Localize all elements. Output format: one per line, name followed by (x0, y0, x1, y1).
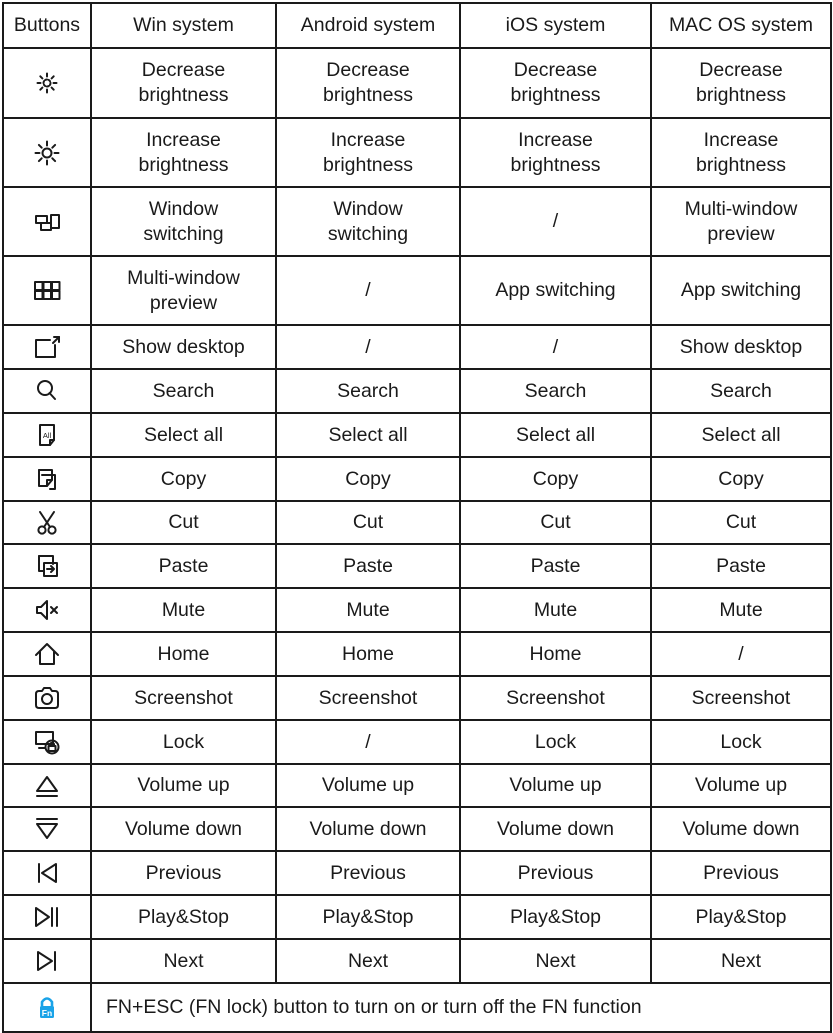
function-cell: Next (91, 939, 276, 983)
function-cell: Select all (91, 413, 276, 457)
brightness-up-icon (4, 139, 90, 167)
table-row (3, 457, 831, 501)
function-cell: Screenshot (460, 676, 651, 720)
function-cell: Search (651, 369, 831, 413)
function-cell: App switching (651, 256, 831, 325)
key-icon-cell (3, 720, 91, 764)
function-cell: Mute (651, 588, 831, 632)
function-cell: Select all (276, 413, 460, 457)
column-header: iOS system (460, 3, 651, 48)
function-cell: Decrease brightness (91, 48, 276, 118)
function-cell: Volume up (91, 764, 276, 807)
function-cell: Volume up (276, 764, 460, 807)
key-icon-cell (3, 632, 91, 676)
function-cell: Volume down (460, 807, 651, 851)
svg-text:All: All (42, 431, 52, 440)
table-row (3, 676, 831, 720)
function-cell: Increase brightness (460, 118, 651, 187)
function-cell: Lock (460, 720, 651, 764)
key-icon-cell (3, 187, 91, 256)
key-icon-cell (3, 118, 91, 187)
function-cell: Lock (651, 720, 831, 764)
column-header: Buttons (3, 3, 91, 48)
function-cell: Increase brightness (651, 118, 831, 187)
function-cell: Decrease brightness (651, 48, 831, 118)
function-cell: Copy (460, 457, 651, 501)
function-cell: Copy (91, 457, 276, 501)
function-cell: Play&Stop (460, 895, 651, 939)
mute-icon (4, 596, 90, 624)
function-cell: Copy (276, 457, 460, 501)
function-cell: / (460, 325, 651, 369)
camera-icon (4, 684, 90, 712)
show-desktop-icon (4, 333, 90, 361)
table-row (3, 325, 831, 369)
lock-screen-icon (4, 728, 90, 756)
key-icon-cell (3, 939, 91, 983)
fn-lock-row (3, 983, 831, 1032)
function-cell: Home (91, 632, 276, 676)
play-pause-icon (4, 903, 90, 931)
previous-track-icon (4, 859, 90, 887)
key-icon-cell (3, 48, 91, 118)
function-cell: Previous (91, 851, 276, 895)
function-cell: Next (651, 939, 831, 983)
function-cell: Show desktop (91, 325, 276, 369)
function-cell: Volume up (651, 764, 831, 807)
table-row (3, 118, 831, 187)
volume-up-icon (4, 772, 90, 800)
function-cell: Paste (276, 544, 460, 588)
window-switch-icon (4, 208, 90, 236)
key-icon-cell (3, 895, 91, 939)
header-row (3, 3, 831, 48)
function-cell: Copy (651, 457, 831, 501)
function-cell: Play&Stop (91, 895, 276, 939)
function-cell: Mute (276, 588, 460, 632)
table-row (3, 720, 831, 764)
volume-down-icon (4, 815, 90, 843)
function-cell: Screenshot (276, 676, 460, 720)
function-cell: Volume down (276, 807, 460, 851)
function-cell: Increase brightness (91, 118, 276, 187)
function-cell: Home (460, 632, 651, 676)
function-cell: Previous (460, 851, 651, 895)
function-cell: Next (460, 939, 651, 983)
key-icon-cell (3, 544, 91, 588)
key-icon-cell (3, 851, 91, 895)
table-row (3, 413, 831, 457)
function-cell: Cut (651, 501, 831, 544)
table-row (3, 632, 831, 676)
function-cell: Multi-window preview (91, 256, 276, 325)
table-row (3, 895, 831, 939)
key-icon-cell (3, 588, 91, 632)
brightness-down-icon (4, 69, 90, 97)
function-cell: Cut (460, 501, 651, 544)
function-cell: Play&Stop (276, 895, 460, 939)
svg-text:Fn: Fn (41, 1007, 53, 1018)
function-cell: / (276, 720, 460, 764)
function-cell: Paste (460, 544, 651, 588)
select-all-icon (4, 421, 90, 449)
fn-lock-note: FN+ESC (FN lock) button to turn on or turn off the FN function (91, 983, 831, 1032)
function-cell: Decrease brightness (276, 48, 460, 118)
function-cell: Select all (651, 413, 831, 457)
function-cell: Increase brightness (276, 118, 460, 187)
function-cell: Window switching (276, 187, 460, 256)
function-cell: / (651, 632, 831, 676)
table-row (3, 807, 831, 851)
key-icon-cell (3, 807, 91, 851)
column-header: Win system (91, 3, 276, 48)
scissors-icon (4, 509, 90, 537)
key-icon-cell (3, 413, 91, 457)
function-cell: Play&Stop (651, 895, 831, 939)
function-cell: Previous (276, 851, 460, 895)
function-cell: Volume up (460, 764, 651, 807)
key-icon-cell (3, 325, 91, 369)
function-cell: Mute (91, 588, 276, 632)
key-icon-cell (3, 676, 91, 720)
function-cell: / (276, 256, 460, 325)
column-header: Android system (276, 3, 460, 48)
function-cell: Cut (276, 501, 460, 544)
table-row (3, 187, 831, 256)
function-cell: Paste (651, 544, 831, 588)
function-cell: App switching (460, 256, 651, 325)
key-icon-cell (3, 983, 91, 1032)
multi-window-grid-icon (4, 277, 90, 305)
search-icon (4, 377, 90, 405)
key-icon-cell (3, 764, 91, 807)
table-row (3, 851, 831, 895)
function-cell: Volume down (91, 807, 276, 851)
function-cell: Lock (91, 720, 276, 764)
function-cell: Multi-window preview (651, 187, 831, 256)
table-row (3, 764, 831, 807)
function-cell: Paste (91, 544, 276, 588)
function-cell: Show desktop (651, 325, 831, 369)
function-cell: Decrease brightness (460, 48, 651, 118)
function-cell: Home (276, 632, 460, 676)
fn-lock-icon (4, 994, 90, 1022)
function-cell: Cut (91, 501, 276, 544)
table-row (3, 939, 831, 983)
home-icon (4, 640, 90, 668)
table-row (3, 588, 831, 632)
function-cell: Volume down (651, 807, 831, 851)
function-cell: Window switching (91, 187, 276, 256)
function-cell: / (276, 325, 460, 369)
table-row (3, 369, 831, 413)
function-cell: Screenshot (651, 676, 831, 720)
copy-icon (4, 465, 90, 493)
function-cell: / (460, 187, 651, 256)
key-icon-cell (3, 501, 91, 544)
table-row (3, 501, 831, 544)
key-icon-cell (3, 256, 91, 325)
key-icon-cell (3, 369, 91, 413)
table-row (3, 544, 831, 588)
function-cell: Select all (460, 413, 651, 457)
function-cell: Search (460, 369, 651, 413)
function-cell: Search (91, 369, 276, 413)
key-icon-cell (3, 457, 91, 501)
paste-icon (4, 552, 90, 580)
function-cell: Next (276, 939, 460, 983)
table-row (3, 48, 831, 118)
column-header: MAC OS system (651, 3, 831, 48)
function-cell: Previous (651, 851, 831, 895)
next-track-icon (4, 947, 90, 975)
function-cell: Screenshot (91, 676, 276, 720)
function-key-table (2, 2, 832, 1033)
table-row (3, 256, 831, 325)
function-cell: Search (276, 369, 460, 413)
function-cell: Mute (460, 588, 651, 632)
